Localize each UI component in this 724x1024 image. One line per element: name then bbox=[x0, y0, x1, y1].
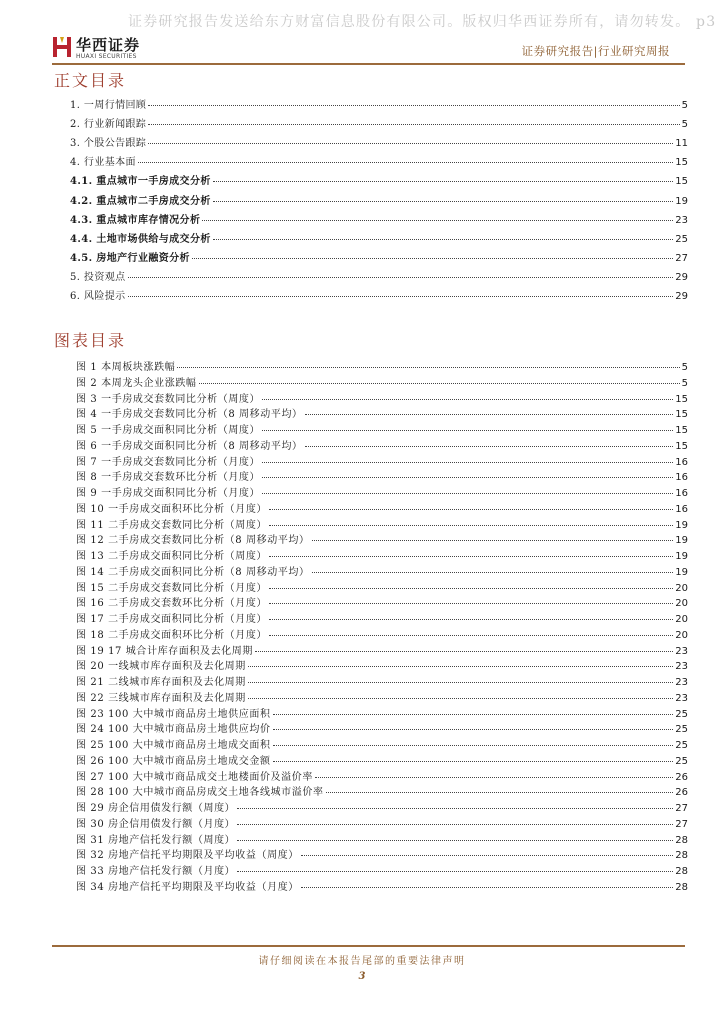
entry-page-number: 19 bbox=[675, 195, 688, 207]
entry-page-number: 16 bbox=[675, 456, 688, 468]
entry-label: 图 19 17 城合计库存面积及去化周期 bbox=[76, 645, 253, 657]
entry-label: 4.4. 土地市场供给与成交分析 bbox=[70, 233, 211, 245]
entry-label: 图 5 一手房成交面积同比分析（周度） bbox=[76, 425, 261, 436]
entry-page-number: 19 bbox=[675, 551, 688, 562]
entry-page-number: 20 bbox=[675, 582, 688, 594]
entry-page-number: 23 bbox=[675, 645, 688, 657]
huaxi-logo bbox=[52, 34, 182, 62]
dot-leader bbox=[262, 399, 673, 400]
header-divider bbox=[52, 63, 685, 65]
entry-page-number: 27 bbox=[675, 803, 688, 814]
dot-leader bbox=[269, 509, 673, 510]
entry-page-number: 19 bbox=[675, 535, 688, 547]
entry-page-number: 23 bbox=[675, 214, 688, 226]
figure-entry[interactable] bbox=[76, 752, 688, 767]
entry-label: 4. 行业基本面 bbox=[70, 157, 136, 169]
dot-leader bbox=[273, 745, 674, 746]
toc-entry[interactable] bbox=[70, 249, 688, 264]
figure-entry[interactable] bbox=[76, 516, 688, 531]
toc-entry[interactable] bbox=[70, 268, 688, 283]
dot-leader bbox=[237, 824, 673, 825]
figure-entry[interactable] bbox=[76, 531, 688, 546]
dot-leader bbox=[237, 871, 673, 872]
toc-entry[interactable] bbox=[70, 211, 688, 226]
entry-label: 图 11 二手房成交套数同比分析（周度） bbox=[76, 519, 268, 531]
dot-leader bbox=[148, 124, 679, 125]
entry-label: 图 18 二手房成交面积环比分析（月度） bbox=[76, 629, 268, 641]
entry-label: 图 32 房地产信托平均期限及平均收益（周度） bbox=[76, 850, 299, 862]
entry-label: 图 31 房地产信托发行额（周度） bbox=[76, 834, 236, 846]
dot-leader bbox=[326, 792, 674, 793]
figure-entry[interactable] bbox=[76, 468, 688, 483]
figure-entry[interactable] bbox=[76, 831, 688, 846]
entry-page-number: 25 bbox=[675, 724, 688, 736]
dot-leader bbox=[202, 220, 673, 221]
figure-entry[interactable] bbox=[76, 405, 688, 420]
entry-label: 图 12 二手房成交套数同比分析（8 周移动平均） bbox=[76, 535, 310, 547]
entry-page-number: 25 bbox=[675, 740, 688, 751]
dot-leader bbox=[213, 181, 674, 182]
entry-page-number: 15 bbox=[675, 425, 688, 436]
logo-text-cn: 华西证券 bbox=[76, 36, 141, 54]
entry-page-number: 26 bbox=[675, 771, 688, 783]
entry-label: 图 22 三线城市库存面积及去化周期 bbox=[76, 692, 246, 704]
dot-leader bbox=[262, 462, 673, 463]
figure-entry[interactable] bbox=[76, 768, 688, 783]
figure-entry[interactable] bbox=[76, 453, 688, 468]
dot-leader bbox=[237, 840, 673, 841]
entry-page-number: 27 bbox=[675, 818, 688, 830]
dot-leader bbox=[312, 572, 674, 573]
figure-entry[interactable] bbox=[76, 579, 688, 594]
dot-leader bbox=[301, 887, 673, 888]
figure-entry[interactable] bbox=[76, 500, 688, 515]
footer-divider bbox=[52, 945, 685, 947]
entry-page-number: 28 bbox=[675, 866, 688, 877]
dot-leader bbox=[273, 729, 674, 730]
figure-entry[interactable] bbox=[76, 736, 688, 751]
logo-text-en: HUAXI SECURITIES bbox=[76, 53, 137, 60]
entry-label: 图 6 一手房成交面积同比分析（8 周移动平均） bbox=[76, 440, 303, 452]
dot-leader bbox=[148, 105, 679, 106]
figure-entry[interactable] bbox=[76, 783, 688, 798]
dot-leader bbox=[269, 525, 673, 526]
toc-entry[interactable] bbox=[70, 96, 688, 111]
figure-entry[interactable] bbox=[76, 799, 688, 814]
figure-entry[interactable] bbox=[76, 815, 688, 830]
entry-label: 图 27 100 大中城市商品成交土地楼面价及溢价率 bbox=[76, 771, 313, 783]
entry-label: 图 7 一手房成交套数同比分析（月度） bbox=[76, 456, 261, 468]
entry-page-number: 5 bbox=[681, 377, 688, 389]
figure-entry[interactable] bbox=[76, 878, 688, 893]
entry-label: 图 29 房企信用债发行额（周度） bbox=[76, 803, 236, 814]
legal-notice: 请仔细阅读在本报告尾部的重要法律声明 bbox=[258, 956, 466, 967]
figure-entry[interactable] bbox=[76, 626, 688, 641]
entry-page-number: 20 bbox=[675, 614, 688, 625]
figure-entry[interactable] bbox=[76, 673, 688, 688]
toc-entry[interactable] bbox=[70, 287, 688, 302]
toc-title: 正文目录 bbox=[54, 71, 127, 90]
dot-leader bbox=[177, 367, 679, 368]
entry-page-number: 11 bbox=[675, 138, 688, 150]
entry-page-number: 26 bbox=[675, 787, 688, 799]
figure-entry[interactable] bbox=[76, 610, 688, 625]
figure-entry[interactable] bbox=[76, 374, 688, 389]
dot-leader bbox=[262, 430, 673, 431]
dot-leader bbox=[128, 277, 674, 278]
dot-leader bbox=[213, 201, 674, 202]
entry-page-number: 15 bbox=[675, 409, 688, 421]
entry-label: 图 24 100 大中城市商品房土地供应均价 bbox=[76, 724, 271, 736]
dot-leader bbox=[301, 855, 673, 856]
entry-label: 4.2. 重点城市二手房成交分析 bbox=[70, 195, 211, 207]
toc-entry[interactable] bbox=[70, 115, 688, 130]
figure-entry[interactable] bbox=[76, 657, 688, 672]
dot-leader bbox=[305, 414, 674, 415]
dot-leader bbox=[262, 493, 673, 494]
figure-entry[interactable] bbox=[76, 705, 688, 720]
figure-entry[interactable] bbox=[76, 642, 688, 657]
entry-label: 图 28 100 大中城市商品房成交土地各线城市溢价率 bbox=[76, 787, 324, 799]
entry-label: 图 26 100 大中城市商品房土地成交金额 bbox=[76, 755, 271, 767]
entry-label: 5. 投资观点 bbox=[70, 271, 126, 283]
report-type-label: 证券研究报告|行业研究周报 bbox=[521, 44, 670, 58]
entry-label: 图 2 本周龙头企业涨跌幅 bbox=[76, 377, 197, 389]
dot-leader bbox=[269, 588, 673, 589]
dot-leader bbox=[148, 143, 673, 144]
entry-page-number: 27 bbox=[675, 252, 688, 264]
entry-page-number: 16 bbox=[675, 488, 688, 499]
page-number: 3 bbox=[358, 971, 366, 982]
entry-label: 图 13 二手房成交面积同比分析（周度） bbox=[76, 551, 268, 562]
watermark: 证券研究报告发送给东方财富信息股份有限公司。版权归华西证券所有，请勿转发。 p3 bbox=[128, 14, 717, 30]
entry-page-number: 16 bbox=[675, 472, 688, 484]
toc-entry[interactable] bbox=[70, 192, 688, 207]
entry-label: 图 23 100 大中城市商品房土地供应面积 bbox=[76, 708, 271, 720]
figure-entry[interactable] bbox=[76, 390, 688, 405]
entry-label: 图 9 一手房成交面积同比分析（月度） bbox=[76, 488, 261, 499]
entry-label: 6. 风险提示 bbox=[70, 291, 126, 302]
entry-page-number: 29 bbox=[675, 291, 688, 302]
entry-label: 图 34 房地产信托平均期限及平均收益（月度） bbox=[76, 881, 299, 893]
entry-label: 4.1. 重点城市一手房成交分析 bbox=[70, 176, 211, 188]
entry-page-number: 25 bbox=[675, 755, 688, 767]
dot-leader bbox=[305, 446, 674, 447]
dot-leader bbox=[269, 603, 673, 604]
entry-label: 1. 一周行情回顾 bbox=[70, 100, 147, 111]
dot-leader bbox=[273, 761, 674, 762]
dot-leader bbox=[192, 258, 673, 259]
entry-page-number: 15 bbox=[675, 176, 688, 188]
dot-leader bbox=[237, 808, 673, 809]
entry-page-number: 5 bbox=[681, 119, 688, 131]
dot-leader bbox=[138, 162, 673, 163]
figure-entry[interactable] bbox=[76, 594, 688, 609]
figure-entry[interactable] bbox=[76, 421, 688, 436]
entry-page-number: 25 bbox=[675, 233, 688, 245]
dot-leader bbox=[273, 714, 674, 715]
entry-label: 图 30 房企信用债发行额（月度） bbox=[76, 818, 236, 830]
dot-leader bbox=[128, 296, 674, 297]
toc-entry[interactable] bbox=[70, 230, 688, 245]
entry-page-number: 23 bbox=[675, 661, 688, 673]
entry-label: 2. 行业新闻跟踪 bbox=[70, 119, 147, 131]
figure-entry[interactable] bbox=[76, 547, 688, 562]
dot-leader bbox=[199, 383, 680, 384]
entry-label: 图 4 一手房成交套数同比分析（8 周移动平均） bbox=[76, 409, 303, 421]
entry-label: 图 17 二手房成交面积同比分析（月度） bbox=[76, 614, 268, 625]
dot-leader bbox=[262, 477, 673, 478]
entry-page-number: 23 bbox=[675, 692, 688, 704]
entry-page-number: 19 bbox=[675, 519, 688, 531]
figure-entry[interactable] bbox=[76, 846, 688, 861]
entry-page-number: 29 bbox=[675, 271, 688, 283]
entry-page-number: 25 bbox=[675, 708, 688, 720]
toc-entry[interactable] bbox=[70, 172, 688, 187]
dot-leader bbox=[315, 777, 673, 778]
entry-label: 3. 个股公告跟踪 bbox=[70, 138, 147, 150]
entry-label: 图 3 一手房成交套数同比分析（周度） bbox=[76, 393, 261, 405]
entry-page-number: 15 bbox=[675, 393, 688, 405]
entry-page-number: 5 bbox=[681, 100, 688, 111]
figure-entry[interactable] bbox=[76, 563, 688, 578]
entry-label: 4.3. 重点城市库存情况分析 bbox=[70, 214, 201, 226]
toc-entry[interactable] bbox=[70, 153, 688, 168]
entry-page-number: 20 bbox=[675, 598, 688, 610]
entry-page-number: 16 bbox=[675, 503, 688, 515]
figures-title: 图表目录 bbox=[54, 331, 127, 350]
entry-page-number: 5 bbox=[681, 362, 688, 373]
figure-entry[interactable] bbox=[76, 358, 688, 373]
entry-label: 图 15 二手房成交套数同比分析（月度） bbox=[76, 582, 268, 594]
entry-label: 图 14 二手房成交面积同比分析（8 周移动平均） bbox=[76, 566, 310, 578]
entry-page-number: 23 bbox=[675, 677, 688, 688]
dot-leader bbox=[213, 239, 674, 240]
dot-leader bbox=[269, 556, 673, 557]
figure-entry[interactable] bbox=[76, 484, 688, 499]
entry-page-number: 15 bbox=[675, 157, 688, 169]
entry-page-number: 20 bbox=[675, 629, 688, 641]
dot-leader bbox=[248, 698, 673, 699]
dot-leader bbox=[312, 540, 674, 541]
figure-entry[interactable] bbox=[76, 720, 688, 735]
dot-leader bbox=[248, 666, 673, 667]
dot-leader bbox=[255, 651, 673, 652]
huaxi-logo-icon bbox=[52, 35, 72, 59]
entry-page-number: 28 bbox=[675, 850, 688, 862]
entry-label: 图 21 二线城市库存面积及去化周期 bbox=[76, 677, 246, 688]
entry-page-number: 28 bbox=[675, 881, 688, 893]
entry-label: 图 8 一手房成交套数环比分析（月度） bbox=[76, 472, 261, 484]
entry-label: 图 1 本周板块涨跌幅 bbox=[76, 362, 176, 373]
entry-page-number: 15 bbox=[675, 440, 688, 452]
figure-entry[interactable] bbox=[76, 689, 688, 704]
dot-leader bbox=[269, 619, 673, 620]
toc-entry[interactable] bbox=[70, 134, 688, 149]
entry-page-number: 19 bbox=[675, 566, 688, 578]
entry-label: 图 33 房地产信托发行额（月度） bbox=[76, 866, 236, 877]
dot-leader bbox=[248, 682, 673, 683]
entry-page-number: 28 bbox=[675, 834, 688, 846]
entry-label: 图 16 二手房成交套数环比分析（月度） bbox=[76, 598, 268, 610]
figure-entry[interactable] bbox=[76, 862, 688, 877]
entry-label: 图 10 一手房成交面积环比分析（月度） bbox=[76, 503, 268, 515]
entry-label: 图 20 一线城市库存面积及去化周期 bbox=[76, 661, 246, 673]
figure-entry[interactable] bbox=[76, 437, 688, 452]
entry-label: 图 25 100 大中城市商品房土地成交面积 bbox=[76, 740, 271, 751]
dot-leader bbox=[269, 635, 673, 636]
entry-label: 4.5. 房地产行业融资分析 bbox=[70, 252, 190, 264]
